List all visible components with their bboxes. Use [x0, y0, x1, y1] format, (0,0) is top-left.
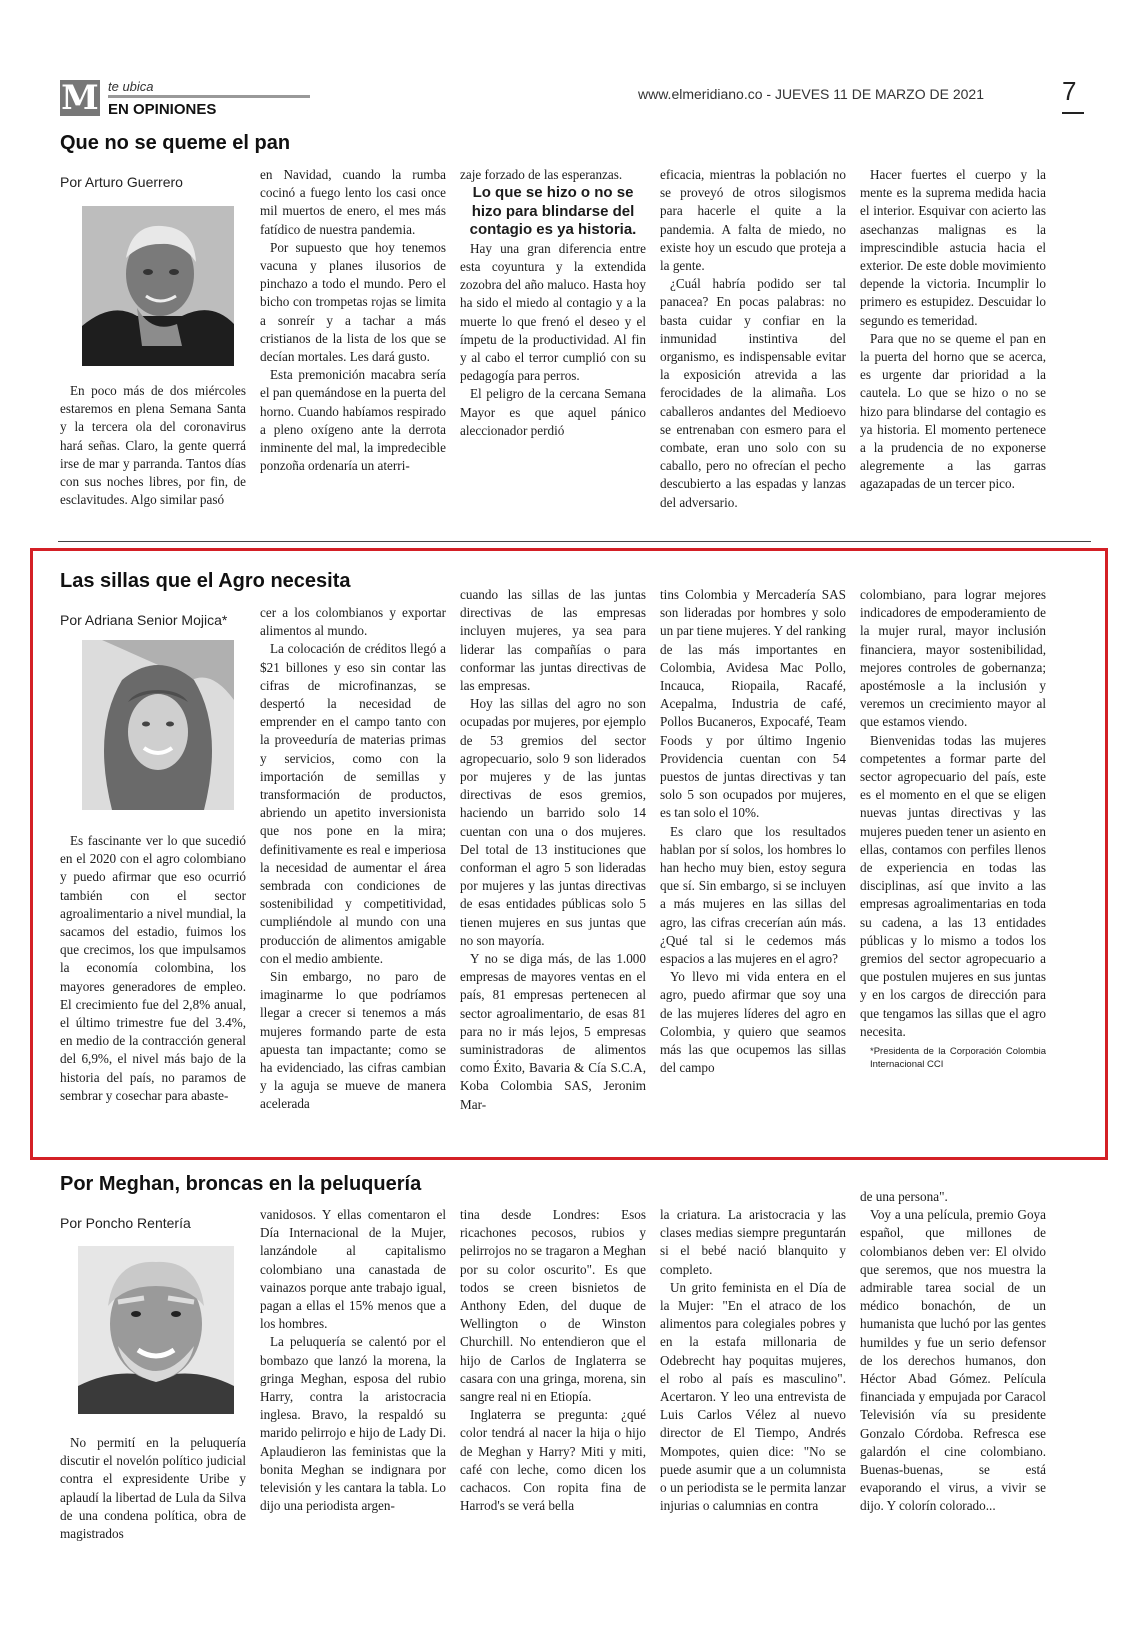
paragraph: en Navidad, cuando la rumba cocinó a fuego lento los casi once mil muertos de enero, el mes más fatídico de nuestra pandemia. — [260, 167, 446, 237]
paragraph: Yo llevo mi vida entera en el agro, puedo afirmar que soy una de las mujeres líderes del agro en Colombia, y quiero que seamos más las que ocupemos las sillas del campo — [660, 969, 846, 1076]
article1-column-4 — [660, 166, 846, 534]
section-label: EN OPINIONES — [108, 101, 217, 118]
paragraph: colombiano, para lograr mejores indicadores de empoderamiento de la mujer rural, mayor inclusión financiera, mayor sostenibilidad, mejores controles de gobernanza; apostémosle a la inclusión y veremos un crecimiento mayor al que estamos viendo. — [860, 587, 1046, 730]
paragraph: La colocación de créditos llegó a $21 billones y eso sin contar las cifras de microfinanzas, se despertó la necesidad de emprender en el campo tanto con la proveeduría de materias primas y servicios, como con la importación de semillas y transformación de productos, abriendo un apetito inversionista que nos pone en la mira; definitivamente es real e imperiosa la necesidad de aumentar el área sembrada con condiciones de sostenibilidad y competitividad, cumpliéndole al mundo con una producción de alimentos amigable con el medio ambiente. — [260, 641, 446, 966]
paragraph: Sin embargo, no paro de imaginarme lo que podríamos llegar a crecer si tenemos a más mujeres formando parte de esta apuesta tan impactante; como se ha evidenciado, las cifras cambian y la aguja se mueve de manera acelerada — [260, 969, 446, 1112]
paragraph: No permití en la peluquería discutir el novelón político judicial contra el expresidente Uribe y aplaudí la libertad de Lula da Silva de una condena política, obra de magistrados — [60, 1435, 246, 1542]
dateline: www.elmeridiano.co - JUEVES 11 DE MARZO DE 2021 — [638, 86, 984, 102]
article1-column-5 — [860, 166, 1046, 534]
paragraph: Bienvenidas todas las mujeres competentes a formar parte del sector agropecuario del país, este es el momento en el que se eligen nuevas juntas directivas y las mujeres pueden tener un asiento en ellas, contamos con perfiles llenos de experiencia en todas las disciplinas, así que invito a las empresas agroalimentarias en toda su cadena, a las 13 entidades públicas y lo mismo a todos los gremios del sector agropecuario a que postulen mujeres en sus juntas y en los cargos de dirección para que tengamos las sillas que el agro necesita. — [860, 732, 1046, 1039]
tagline: te ubica — [108, 79, 154, 94]
article3-column-1 — [60, 1434, 246, 1544]
paragraph: Es claro que los resultados hablan por sí solos, los hombres lo han hecho muy bien, estoy segura que sí. Sin embargo, si se incluyen a más mujeres en las sillas del agro, las cifras crecerían aún más. ¿Qué tal si le cedemos más espacios a las mujeres en el agro? — [660, 823, 846, 967]
header-rule — [108, 95, 310, 98]
author-photo-arturo-guerrero — [82, 206, 234, 366]
article1-column-3 — [460, 166, 646, 534]
article3-headline: Por Meghan, broncas en la peluquería — [60, 1173, 422, 1195]
paragraph: La peluquería se calentó por el bombazo que lanzó la morena, la gringa Meghan, esposa del rubio Harry, contra la aristocracia inglesa. Bravo, la respaldó su marido pelirrojo e hijo de Lady Di. Aplaudieron las feministas que la bonita Meghan se indignara por televisión y les cantara la tabla. Lo dijo una periodista argen- — [260, 1334, 446, 1514]
paragraph: Hay una gran diferencia entre esta coyuntura y la extendida zozobra del año maluco. Hasta hoy ha sido el miedo al contagio y a la muerte lo que frenó el deseo y el ímpetu de la productividad. Al fin y al cabo el terror cumplió con su pedagogía para perros. — [460, 240, 646, 384]
paragraph: vanidosos. Y ellas comentaron el Día Internacional de la Mujer, lanzándole al capitalismo colombiano una canastada de vainazos porque ante trabajo igual, pagan a ellas el 15% menos que a los hombres. — [260, 1207, 446, 1332]
paragraph: la criatura. La aristocracia y las clases medias siempre preguntarán si el bebé nació blanquito y completo. — [660, 1207, 846, 1277]
paragraph: El peligro de la cercana Semana Mayor es que aquel pánico aleccionador perdió — [460, 386, 646, 438]
article1-column-1 — [60, 382, 246, 532]
paragraph: eficacia, mientras la población no se proveyó de otros silogismos para hacerle el quite a la pandemia. A falta de miedo, no existe hoy un escudo que proteja a la gente. — [660, 167, 846, 274]
paragraph: Por supuesto que hoy tenemos vacuna y planes ilusorios de pinchazo a todo el mundo. Pero el bicho con trompetas rojas se limita a sonreír y a tachar a más cristianos de la lista de los que se decían mortales. Les dará gusto. — [260, 239, 446, 365]
article2-column-2 — [260, 604, 446, 1150]
author-photo-poncho-renteria — [78, 1246, 234, 1414]
article1-byline: Por Arturo Guerrero — [60, 174, 183, 190]
author-photo-adriana-senior — [82, 640, 234, 810]
newspaper-logo: M — [61, 78, 99, 118]
page-number-rule — [1062, 112, 1084, 114]
paragraph: En poco más de dos miércoles estaremos en plena Semana Santa y la tercera ola del coronavirus hará señas. Claro, la gente querrá irse de mar y parranda. Tantos días con sus noches libres, por fin, de esclavitudes. Algo similar pasó — [60, 383, 246, 508]
paragraph: Es fascinante ver lo que sucedió en el 2020 con el agro colombiano y puedo afirmar que eso ocurrió también con el sector agroalimentario a nivel mundial, la sacamos del estadio, fuimos los que crecimos, los que impulsamos la economía colombina, los mayores generadores de empleo. El crecimiento fue del 2,8% anual, el último trimestre fue del 3.4%, en medio de la contracción general del 6,9%, el nivel más bajo de la historia del país, no paramos de sembrar y cosechar para abaste- — [60, 833, 246, 1103]
article-separator — [58, 541, 1091, 542]
paragraph: Esta premonición macabra sería el pan quemándose en la puerta del horno. Cuando habíamos respirado a pleno oxígeno ante la derrota inminente del mal, la impredecible ponzoña ordenaría un aterri- — [260, 367, 446, 474]
article2-headline: Las sillas que el Agro necesita — [60, 570, 351, 592]
paragraph: Un grito feminista en el Día de la Mujer: "En el atraco de los alimentos para colegiales pobres y en la estafa millonaria de Odebrecht hay poquitas mujeres, el robo al país es masculino". Acertaron. Y leo una entrevista de Luis Carlos Vélez al nuevo director de El Tiempo, Andrés Mompotes, quien dice: "No se puede asumir que a un columnista o un periodista se le permita lanzar injurias o calumnias en contra — [660, 1279, 846, 1514]
page-number: 7 — [1062, 76, 1077, 106]
article1-headline: Que no se queme el pan — [60, 132, 291, 154]
article3-column-2 — [260, 1206, 446, 1546]
paragraph: tina desde Londres: Esos ricachones pecosos, rubios y pelirrojos no se tragaron a Meghan por su color oscurito". Es que todos se creen bisnietos de Anthony Eden, del duque de Wellington o de Winston Churchill. No entendieron que el hijo de Carlos de Inglaterra se casara con una gringa, morena, sin sangre real ni en Etiopía. — [460, 1207, 646, 1405]
paragraph: zaje forzado de las esperanzas. — [460, 167, 623, 182]
article2-column-3 — [460, 586, 646, 1150]
paragraph: Y no se diga más, de las 1.000 empresas de mayores ventas en el país, 81 empresas pertenecen al sector agroalimentario, de esas 81 para no ir más lejos, 5 empresas suministradoras de alimentos como Éxito, Bavaria & Cía S.C.A, Koba Colombia SAS, Jeronim Mar- — [460, 951, 646, 1112]
paragraph: tins Colombia y Mercadería SAS son lideradas por hombres y solo un par tiene mujeres. Y del ranking de las más importantes en Colombia, Avidesa Mac Pollo, Incauca, Riopaila, Racafé, Acepalma, Industria de café, Pollos Bucaneros, Expocafé, Team Foods y por último Ingenio Providencia cuentan con 54 puestos de juntas directivas y tan solo 5 son ocupados por mujeres, es tan solo el 10%. — [660, 587, 846, 821]
paragraph: cuando las sillas de las juntas directivas de las empresas incluyen mujeres, ya sea para liderar las compañías o para conformar las juntas directivas de las empresas. — [460, 587, 646, 694]
article2-column-1 — [60, 832, 246, 1148]
article2-byline: Por Adriana Senior Mojica* — [60, 612, 228, 628]
paragraph: ¿Cuál habría podido ser tal panacea? En pocas palabras: no basta cuidar y confiar en la inmunidad instintiva del organismo, es indispensable evitar la exposición atrevida a las ferocidades de la alimaña. Los caballeros andantes del Medioevo se entrenaban con esmero para el combate, eran uno solo con su caballo, pero no ofrecían el pecho descubierto a las espadas y lanzas del adversario. — [660, 276, 846, 510]
article2-column-4 — [660, 586, 846, 1150]
article3-column-4 — [660, 1206, 846, 1546]
article3-column-3 — [460, 1206, 646, 1546]
article1-column-2 — [260, 166, 446, 534]
paragraph: cer a los colombianos y exportar alimentos al mundo. — [260, 605, 446, 639]
paragraph: Hacer fuertes el cuerpo y la mente es la suprema medida hacia el interior. Esquivar con acierto las asechanzas malignas es la imprescindible astucia hacia el exterior. De este doble movimiento depende la victoria. Incumplir lo primero es estupidez. Descuidar lo segundo es temeridad. — [860, 167, 1046, 328]
article2-column-5 — [860, 586, 1046, 1150]
footnote: *Presidenta de la Corporación Colombia Internacional CCI — [870, 1046, 1046, 1071]
paragraph: Para que no se queme el pan en la puerta del horno que se acerca, es urgente dar prioridad a la cautela. Lo que se hizo o no se hizo para blindarse del contagio es ya historia. El momento pertenece a la prudencia de no exponerse alegremente a las garras agazapadas de un tercer pico. — [860, 330, 1046, 492]
paragraph: Inglaterra se pregunta: ¿qué color tendrá al nacer la hija o hijo de Meghan y Harry? Miti y miti, café con leche, como dicen los cachacos. Con ropita fina de Harrod's se verá bella — [460, 1407, 646, 1514]
article3-byline: Por Poncho Rentería — [60, 1215, 191, 1231]
paragraph: de una persona". — [860, 1189, 948, 1204]
paragraph: Hoy las sillas del agro no son ocupadas por mujeres, por ejemplo de 53 gremios del sector agropecuario, solo 9 son liderados por mujeres y de las juntas directivas de esos gremios, haciendo un barrido solo 14 cuentan con una o dos mujeres. Del total de 13 instituciones que conforman el agro 5 son lideradas por mujeres y las juntas directivas de esas entidades públicas solo 5 tienen mujeres en sus juntas que no son mayoría. — [460, 696, 646, 948]
pull-quote: Lo que se hizo o no se hizo para blindarse del contagio es ya historia. — [469, 184, 637, 239]
article3-column-5 — [860, 1188, 1046, 1546]
paragraph: Voy a una película, premio Goya español, que millones de colombianos deben ver: El olvido que seremos, que nos muestra la admirable tarea social de un médico bonachón, de un humanista que luchó por las gentes humildes y fue un serio defensor de los derechos humanos, don Héctor Abad Gómez. Película financiada y empujada por Caracol Televisión vía su presidente Gonzalo Córdoba. Refresca ese galardón el cine colombiano. Buenas-buenas, se está evaporando el virus, a vivir se dijo. Y colorín colorado... — [860, 1207, 1046, 1514]
